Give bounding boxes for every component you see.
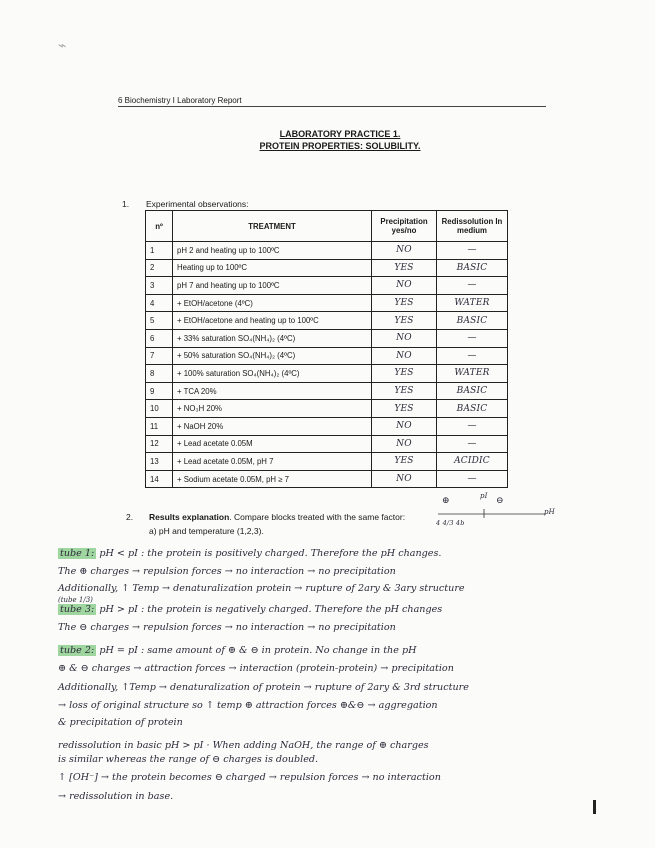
row-treatment: + 33% saturation SO₄(NH₄)₂ (4ºC) xyxy=(173,329,372,347)
row-precipitation: NO xyxy=(372,470,437,488)
handwritten-line xyxy=(58,682,469,693)
header-divider xyxy=(118,106,546,107)
table-row xyxy=(146,312,508,330)
section2-rest: . Compare blocks treated with the same factor: xyxy=(229,512,406,522)
row-treatment: + Lead acetate 0.05M, pH 7 xyxy=(173,453,372,471)
row-precipitation: NO xyxy=(372,242,437,260)
handwritten-tag: Additionally, xyxy=(58,583,119,594)
handwritten-tag: tube 2: xyxy=(60,645,95,656)
table-row xyxy=(146,417,508,435)
row-number: 5 xyxy=(146,312,173,330)
handwritten-text: → redissolution in base. xyxy=(58,791,174,802)
row-number: 1 xyxy=(146,242,173,260)
row-number: 8 xyxy=(146,365,173,383)
handwritten-text: The ⊕ charges → repulsion forces → no interaction → no precipitation xyxy=(58,566,396,577)
row-precipitation: NO xyxy=(372,277,437,295)
col-header-n: nº xyxy=(146,211,173,242)
section1-label: Experimental observations: xyxy=(146,199,249,209)
row-precipitation: YES xyxy=(372,365,437,383)
table-row xyxy=(146,435,508,453)
row-redissolution: WATER xyxy=(437,294,508,312)
col-header-treatment: TREATMENT xyxy=(173,211,372,242)
handwritten-text: pH > pI : the protein is negatively charged. Therefore the pH changes xyxy=(99,604,443,615)
handwritten-text: is similar whereas the range of ⊖ charges is doubled. xyxy=(58,754,319,765)
row-precipitation: YES xyxy=(372,400,437,418)
ph-ticks: 4 4/3 4b xyxy=(436,519,465,527)
row-redissolution: — xyxy=(437,347,508,365)
table-row xyxy=(146,382,508,400)
section1-number: 1. xyxy=(122,199,130,209)
table-row xyxy=(146,453,508,471)
row-precipitation: NO xyxy=(372,417,437,435)
row-treatment: + NO₃H 20% xyxy=(173,400,372,418)
handwritten-line xyxy=(58,740,429,751)
row-precipitation: NO xyxy=(372,347,437,365)
row-redissolution: — xyxy=(437,242,508,260)
row-precipitation: YES xyxy=(372,312,437,330)
table-row xyxy=(146,329,508,347)
table-row xyxy=(146,294,508,312)
col-header-redissolution: Redissolution In medium xyxy=(437,211,508,242)
row-redissolution: BASIC xyxy=(437,259,508,277)
handwritten-line xyxy=(58,645,416,656)
row-redissolution: ACIDIC xyxy=(437,453,508,471)
section2-heading xyxy=(149,512,405,522)
row-treatment: + Lead acetate 0.05M xyxy=(173,435,372,453)
row-treatment: + Sodium acetate 0.05M, pH ≥ 7 xyxy=(173,470,372,488)
row-precipitation: NO xyxy=(372,435,437,453)
row-treatment: + 50% saturation SO₄(NH₄)₂ (4ºC) xyxy=(173,347,372,365)
row-precipitation: YES xyxy=(372,453,437,471)
table-header-row xyxy=(146,211,508,242)
pi-label: pI xyxy=(480,492,488,500)
positive-charge-symbol: ⊕ xyxy=(442,496,450,506)
row-number: 12 xyxy=(146,435,173,453)
handwritten-text: Additionally, ↑Temp → denaturalization of protein → rupture of 2ary & 3rd structure xyxy=(58,682,469,693)
page-title: LABORATORY PRACTICE 1. xyxy=(279,129,401,139)
handwritten-text: → loss of original structure so ↑ temp ⊕ attraction forces ⊕&⊖ → aggregation xyxy=(58,700,438,711)
corner-scribble: ⌁ xyxy=(58,38,67,54)
row-number: 3 xyxy=(146,277,173,295)
row-redissolution: BASIC xyxy=(437,400,508,418)
handwritten-line xyxy=(58,596,93,604)
handwritten-line xyxy=(58,583,465,594)
row-treatment: pH 7 and heating up to 100ºC xyxy=(173,277,372,295)
row-treatment: + EtOH/acetone (4ºC) xyxy=(173,294,372,312)
row-redissolution: WATER xyxy=(437,365,508,383)
handwritten-text: & precipitation of protein xyxy=(58,717,183,728)
page-header: 6 Biochemistry I Laboratory Report xyxy=(118,96,242,105)
handwritten-line xyxy=(58,663,454,674)
row-treatment: + TCA 20% xyxy=(173,382,372,400)
row-treatment: Heating up to 100ºC xyxy=(173,259,372,277)
handwritten-text: ↑ Temp → denaturalization protein → rupture of 2ary & 3ary structure xyxy=(121,583,465,594)
row-redissolution: BASIC xyxy=(437,382,508,400)
row-treatment: + NaOH 20% xyxy=(173,417,372,435)
row-redissolution: — xyxy=(437,277,508,295)
section2-label: Results explanation xyxy=(149,512,230,522)
row-redissolution: — xyxy=(437,417,508,435)
row-number: 11 xyxy=(146,417,173,435)
handwritten-tag: tube 3: xyxy=(60,604,95,615)
col-header-precipitation: Precipitation yes/no xyxy=(372,211,437,242)
handwritten-text: pH = pI : same amount of ⊕ & ⊖ in protein. No change in the pH xyxy=(99,645,417,656)
row-redissolution: — xyxy=(437,329,508,347)
row-treatment: + 100% saturation SO₄(NH₄)₂ (4ºC) xyxy=(173,365,372,383)
table-row xyxy=(146,400,508,418)
row-number: 9 xyxy=(146,382,173,400)
handwritten-line xyxy=(58,791,173,802)
row-number: 2 xyxy=(146,259,173,277)
table-row xyxy=(146,259,508,277)
table-row xyxy=(146,347,508,365)
handwritten-tag: tube 1: xyxy=(60,548,95,559)
handwritten-text: redissolution in basic pH > pI · When adding NaOH, the range of ⊕ charges xyxy=(58,740,429,751)
page-mark xyxy=(593,800,596,814)
handwritten-line xyxy=(58,700,438,711)
row-treatment: pH 2 and heating up to 100ºC xyxy=(173,242,372,260)
row-number: 6 xyxy=(146,329,173,347)
handwritten-text: The ⊖ charges → repulsion forces → no interaction → no precipitation xyxy=(58,622,396,633)
handwritten-line xyxy=(58,622,396,633)
section2-sub: a) pH and temperature (1,2,3). xyxy=(149,526,264,536)
table-row xyxy=(146,470,508,488)
handwritten-text: pH < pI : the protein is positively charged. Therefore the pH changes. xyxy=(99,548,442,559)
row-number: 13 xyxy=(146,453,173,471)
page-subtitle: PROTEIN PROPERTIES: SOLUBILITY. xyxy=(259,141,421,151)
handwritten-line xyxy=(58,717,183,728)
handwritten-line xyxy=(58,772,441,783)
row-precipitation: YES xyxy=(372,382,437,400)
section2-number: 2. xyxy=(126,512,134,522)
ph-axis-label: pH xyxy=(544,508,555,516)
handwritten-line xyxy=(58,754,318,765)
table-row xyxy=(146,365,508,383)
observations-table xyxy=(145,210,508,488)
row-treatment: + EtOH/acetone and heating up to 100ºC xyxy=(173,312,372,330)
row-redissolution: — xyxy=(437,435,508,453)
negative-charge-symbol: ⊖ xyxy=(496,496,504,506)
handwritten-line xyxy=(58,604,442,615)
row-precipitation: YES xyxy=(372,259,437,277)
row-precipitation: YES xyxy=(372,294,437,312)
row-number: 14 xyxy=(146,470,173,488)
handwritten-line xyxy=(58,566,396,577)
row-number: 4 xyxy=(146,294,173,312)
handwritten-text: ↑ [OH⁻] → the protein becomes ⊖ charged → repulsion forces → no interaction xyxy=(58,772,441,783)
table-row xyxy=(146,277,508,295)
row-number: 7 xyxy=(146,347,173,365)
handwritten-text: ⊕ & ⊖ charges → attraction forces → interaction (protein-protein) → precipitation xyxy=(58,663,454,674)
row-redissolution: BASIC xyxy=(437,312,508,330)
row-number: 10 xyxy=(146,400,173,418)
row-redissolution: — xyxy=(437,470,508,488)
row-precipitation: NO xyxy=(372,329,437,347)
ph-diagram xyxy=(436,492,556,532)
handwritten-line xyxy=(58,548,441,559)
table-row xyxy=(146,242,508,260)
handwritten-tag: (tube 1/3) xyxy=(58,596,93,604)
